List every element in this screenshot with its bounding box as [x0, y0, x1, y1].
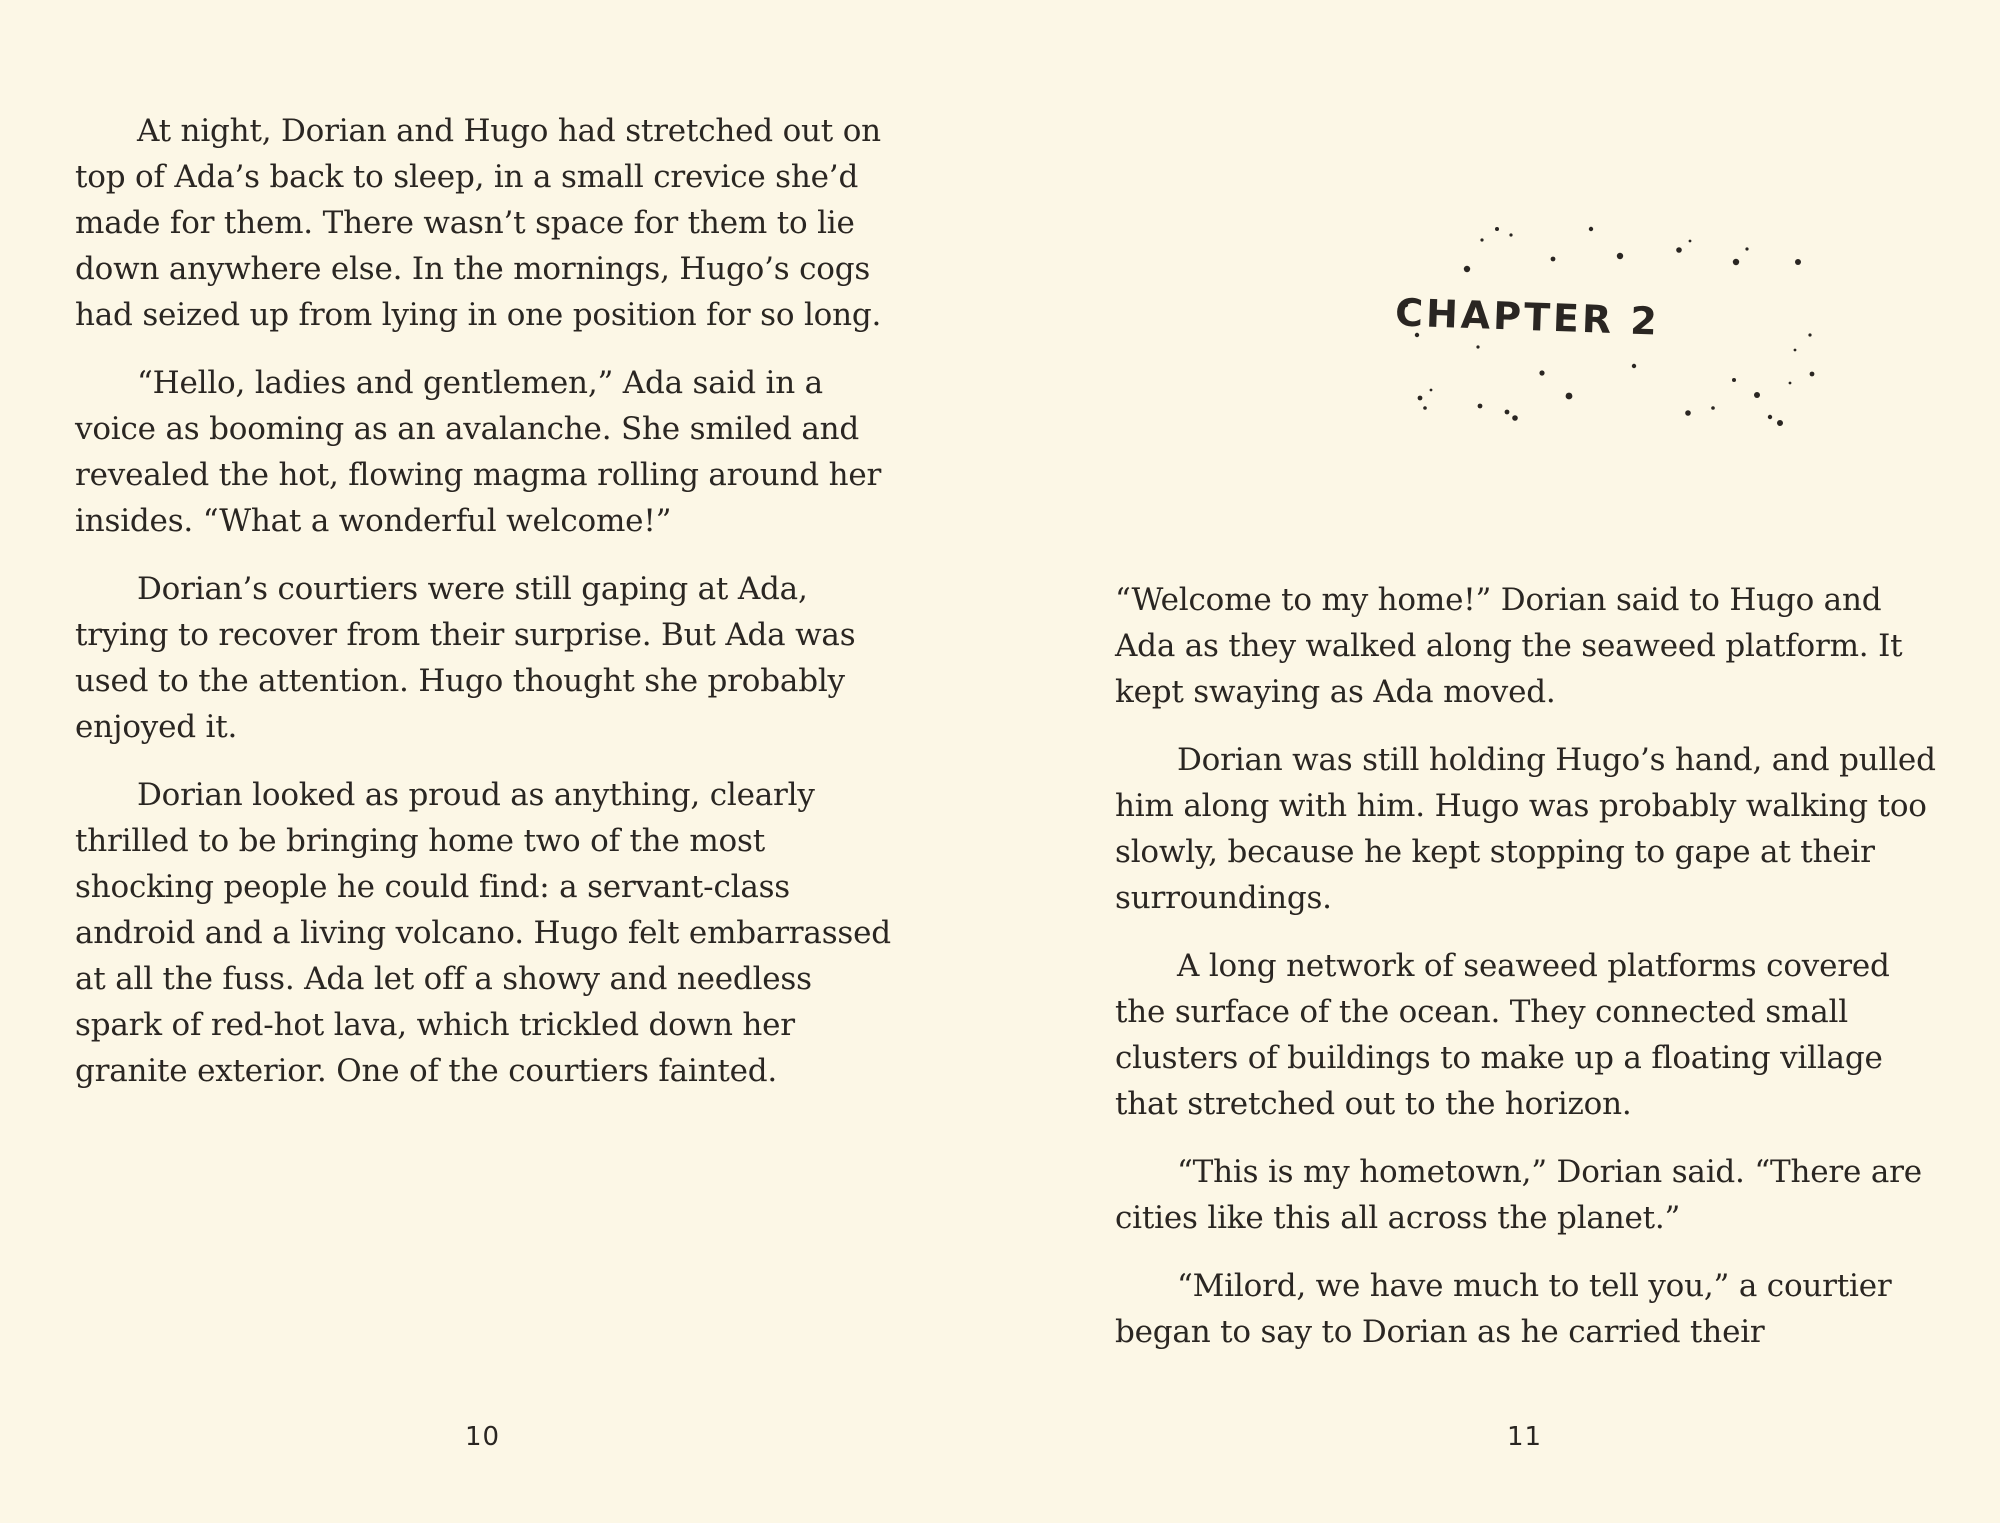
left-paragraph-1: At night, Dorian and Hugo had stretched out on top of Ada’s back to sleep, in a small crevice she’d made for them. There wasn’t space for them to lie down anywhere else. In the mornings, Hugo’s cogs had seized up from lying in one position for so long. [75, 113, 882, 333]
right-page [1115, 0, 1945, 1523]
left-page-text [75, 108, 905, 1116]
left-paragraph-4: Dorian looked as proud as anything, clearly thrilled to be bringing home two of the most shocking people he could find: a servant-class android and a living volcano. Hugo felt embarrassed at all the fuss. Ada let off a showy and needless spark of red-hot lava, which trickled down her granite exterior. One of the courtiers fainted. [75, 777, 891, 1089]
right-paragraph-2: Dorian was still holding Hugo’s hand, and pulled him along with him. Hugo was probably walking too slowly, because he kept stopping to gape at their surroundings. [1115, 742, 1936, 916]
left-paragraph-2: “Hello, ladies and gentlemen,” Ada said in a voice as booming as an avalanche. She smiled and revealed the hot, flowing magma rolling around her insides. “What a wonderful welcome!” [75, 365, 882, 539]
right-page-text [1115, 577, 1945, 1377]
chapter-title: CHAPTER 2 [1394, 290, 1661, 344]
page-number-left: 10 [465, 1422, 501, 1452]
left-page [75, 0, 905, 1523]
right-paragraph-5: “Milord, we have much to tell you,” a courtier began to say to Dorian as he carried their [1115, 1268, 1892, 1350]
right-paragraph-4: “This is my hometown,” Dorian said. “There are cities like this all across the planet.” [1115, 1154, 1922, 1236]
right-paragraph-3: A long network of seaweed platforms covered the surface of the ocean. They connected small clusters of buildings to make up a floating village that stretched out to the horizon. [1115, 948, 1890, 1122]
right-paragraph-1: “Welcome to my home!” Dorian said to Hugo and Ada as they walked along the seaweed platform. It kept swaying as Ada moved. [1115, 582, 1903, 710]
chapter-heading [1260, 215, 1950, 435]
left-paragraph-3: Dorian’s courtiers were still gaping at Ada, trying to recover from their surprise. But Ada was used to the attention. Hugo thought she probably enjoyed it. [75, 571, 856, 745]
page-number-right: 11 [1507, 1422, 1543, 1452]
